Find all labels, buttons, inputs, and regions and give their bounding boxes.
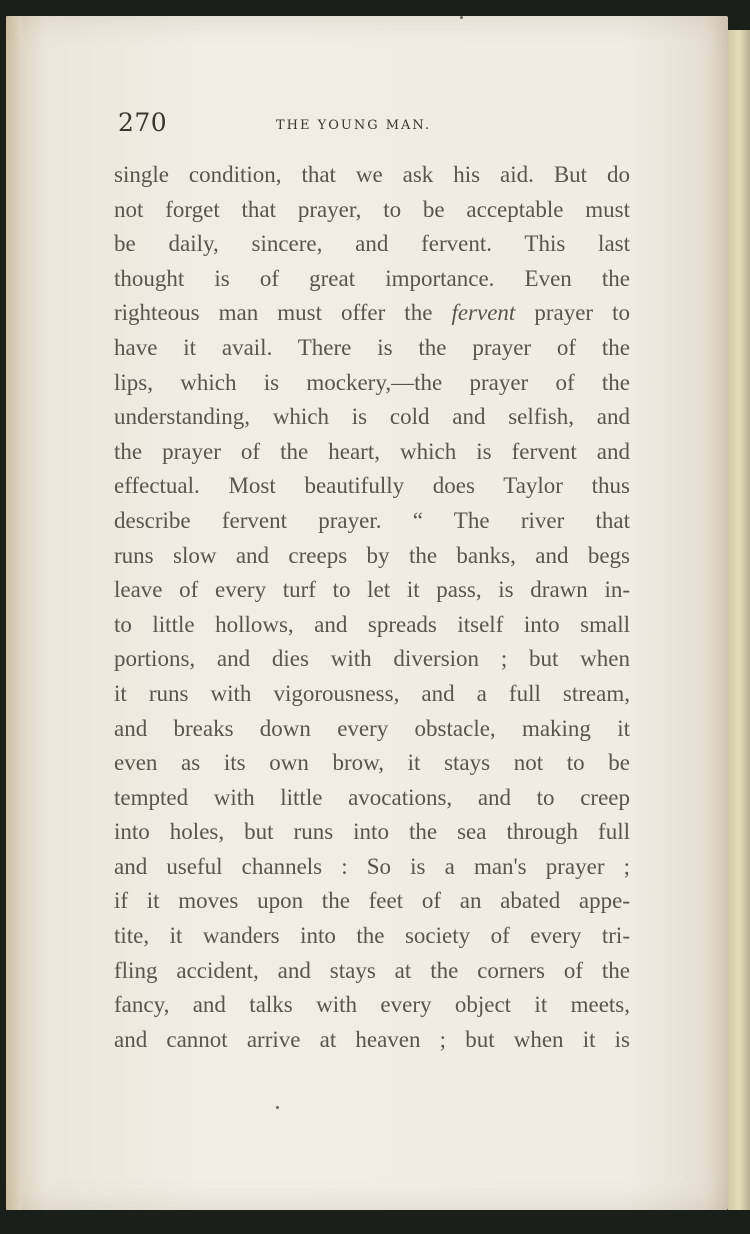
page-header (118, 108, 638, 142)
text-line: not forget that prayer, to be acceptable must (114, 196, 630, 222)
text-line: portions, and dies with diversion ; but when (114, 646, 630, 672)
paper-speck (276, 1106, 279, 1109)
text-line: describe fervent prayer. “ The river that (114, 507, 630, 533)
text-segment: prayer to (534, 300, 630, 326)
text-line: fancy, and talks with every object it meets, (114, 992, 630, 1018)
text-line: single condition, that we ask his aid. But do (114, 162, 630, 187)
text-line: to little hollows, and spreads itself into small (114, 611, 630, 637)
text-line: the prayer of the heart, which is fervent and (114, 438, 630, 464)
text-line: understanding, which is cold and selfish, and (114, 404, 630, 430)
text-line: have it avail. There is the prayer of the (114, 334, 630, 360)
text-line: into holes, but runs into the sea through full (114, 819, 630, 845)
text-line: runs slow and creeps by the banks, and begs (114, 542, 630, 568)
text-line: even as its own brow, it stays not to be (114, 750, 630, 776)
text-line: and useful channels : So is a man's prayer ; (114, 853, 630, 879)
text-line: be daily, sincere, and fervent. This last (114, 231, 630, 257)
text-line: tempted with little avocations, and to creep (114, 784, 630, 810)
emphasized-word: fervent (451, 300, 516, 326)
text-line: effectual. Most beautifully does Taylor thus (114, 473, 630, 499)
text-line: fling accident, and stays at the corners of the (114, 957, 630, 983)
body-text (114, 158, 630, 1057)
text-line: leave of every turf to let it pass, is drawn in- (114, 577, 630, 603)
text-line: and cannot arrive at heaven ; but when it is (114, 1026, 630, 1052)
page-number: 270 (118, 108, 168, 137)
text-line: tite, it wanders into the society of every tri- (114, 923, 630, 949)
running-head: THE YOUNG MAN. (276, 118, 432, 133)
text-segment: righteous man must offer the (114, 300, 433, 326)
adjacent-page-edge (728, 30, 750, 1210)
paper-speck (460, 16, 463, 19)
text-line: if it moves upon the feet of an abated appe- (114, 888, 630, 914)
page-binding-edge (6, 16, 22, 1210)
text-line: it runs with vigorousness, and a full stream, (114, 680, 630, 706)
text-line: and breaks down every obstacle, making it (114, 715, 630, 741)
text-line: thought is of great importance. Even the (114, 265, 630, 291)
text-line: lips, which is mockery,—the prayer of the (114, 369, 630, 395)
text-line-with-emphasis (114, 296, 630, 331)
